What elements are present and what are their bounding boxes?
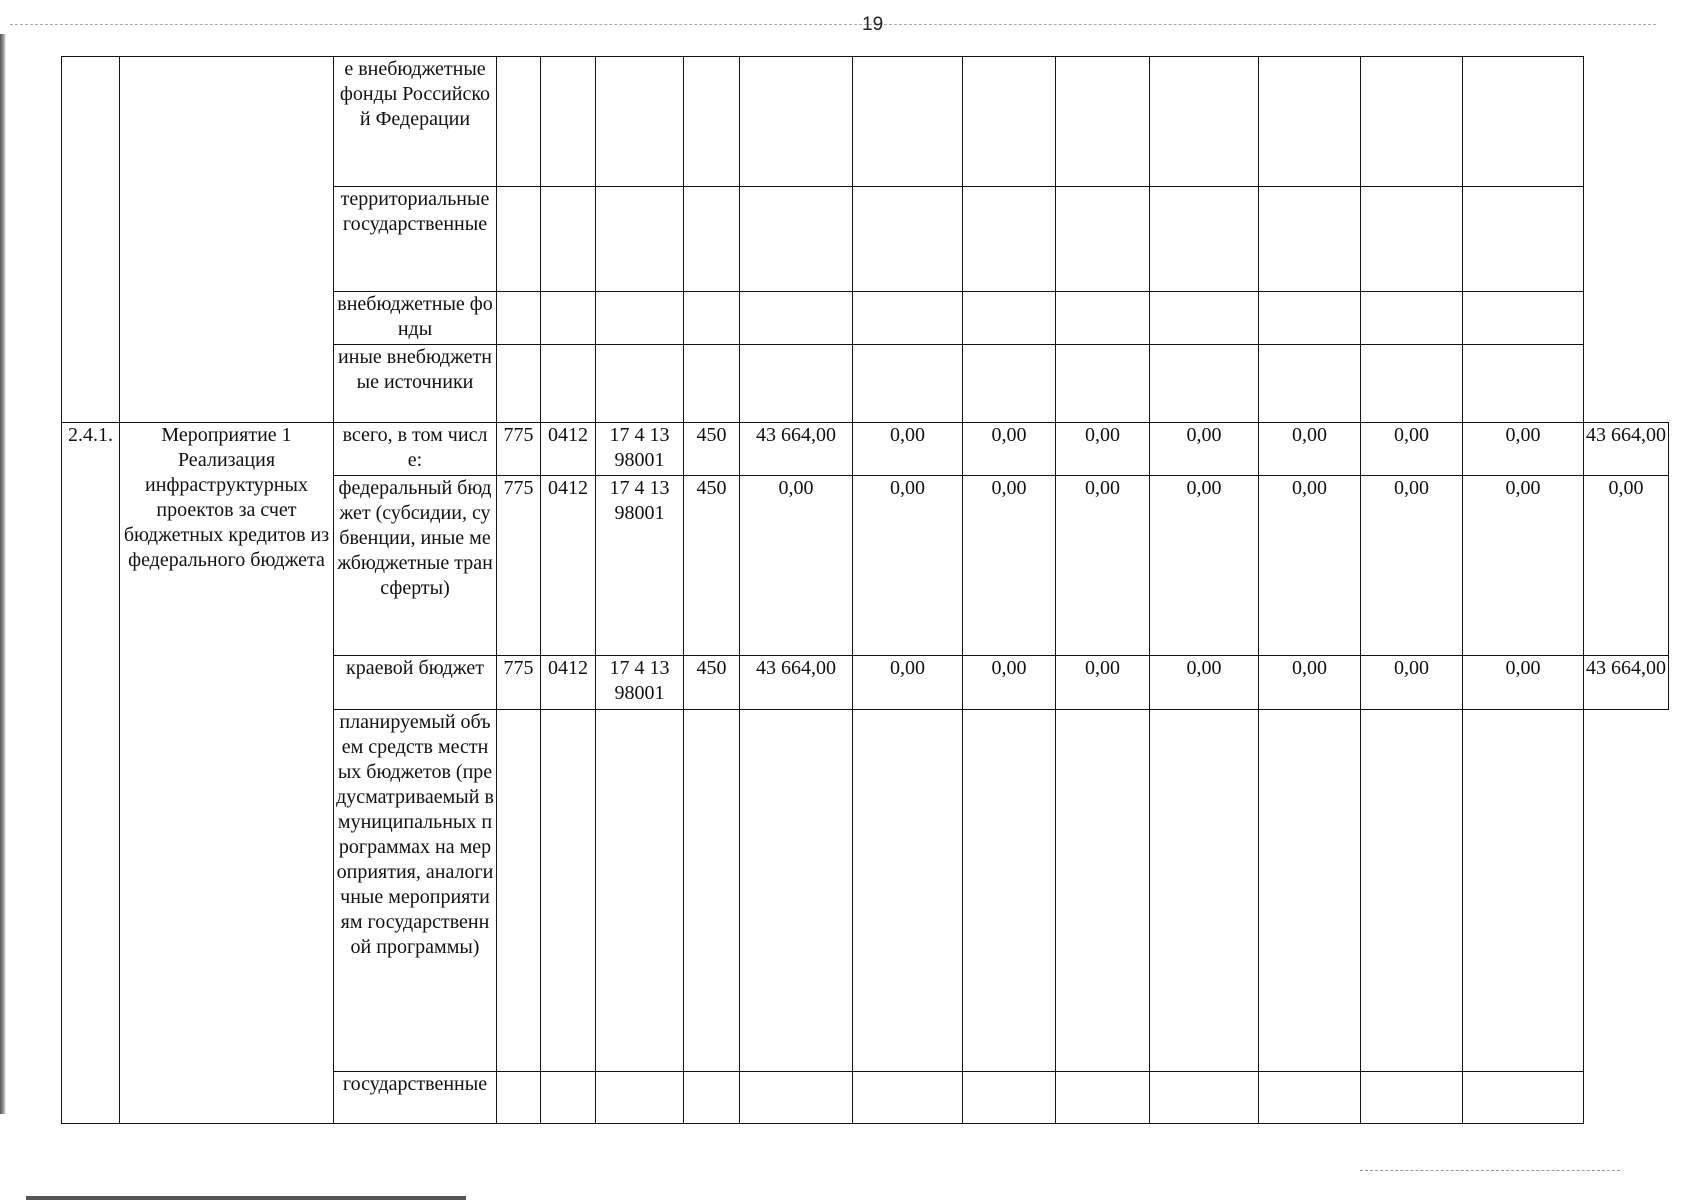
rzpr-cell: 0412	[541, 476, 596, 656]
value-cell: 0,00	[963, 656, 1056, 710]
value-cell: 0,00	[963, 476, 1056, 656]
source-cell: внебюджетные фонды	[334, 292, 497, 345]
grbs-cell: 775	[497, 656, 541, 710]
source-cell: иные внебюджетные источники	[334, 345, 497, 423]
budget-table	[61, 56, 1669, 1124]
activity-name: Мероприятие 1 Реализация инфраструктурных проектов за счет бюджетных кредитов из федерального бюджета	[120, 423, 334, 1124]
source-cell: е внебюджетные фонды Российской Федерации	[334, 57, 497, 187]
source-cell: всего, в том числе:	[334, 423, 497, 476]
value-cell: 43 664,00	[740, 656, 853, 710]
scan-artifact-line	[1360, 1170, 1620, 1171]
value-cell: 0,00	[1463, 476, 1584, 656]
scan-edge	[0, 34, 6, 1114]
value-cell: 0,00	[740, 476, 853, 656]
value-cell: 0,00	[1463, 656, 1584, 710]
value-cell: 0,00	[1150, 476, 1259, 656]
value-cell: 43 664,00	[1584, 656, 1669, 710]
value-cell: 0,00	[853, 656, 963, 710]
rzpr-cell: 0412	[541, 423, 596, 476]
value-cell: 0,00	[963, 423, 1056, 476]
source-cell: территориальные государственные	[334, 187, 497, 292]
activity-index: 2.4.1.	[62, 423, 120, 1124]
index-cell-empty	[62, 57, 120, 423]
value-cell: 0,00	[1259, 656, 1361, 710]
rzpr-cell: 0412	[541, 656, 596, 710]
csr-cell: 17 4 13 98001	[596, 476, 684, 656]
value-cell: 0,00	[853, 476, 963, 656]
value-cell: 0,00	[1259, 476, 1361, 656]
value-cell: 0,00	[1361, 423, 1463, 476]
vr-cell: 450	[684, 656, 740, 710]
value-cell: 0,00	[1584, 476, 1669, 656]
source-cell: планируемый объем средств местных бюджетов (предусматриваемый в муниципальных программах на мероприятия, аналогичные мероприятиям государственной программы)	[334, 710, 497, 1072]
csr-cell: 17 4 13 98001	[596, 423, 684, 476]
value-cell: 0,00	[1056, 423, 1150, 476]
value-cell: 43 664,00	[740, 423, 853, 476]
source-cell: федеральный бюджет (субсидии, субвенции, иные межбюджетные трансферты)	[334, 476, 497, 656]
grbs-cell: 775	[497, 423, 541, 476]
scan-artifact-bar	[26, 1196, 466, 1200]
value-cell: 0,00	[1150, 423, 1259, 476]
value-cell: 0,00	[1056, 476, 1150, 656]
vr-cell: 450	[684, 476, 740, 656]
value-cell: 0,00	[1056, 656, 1150, 710]
source-cell: краевой бюджет	[334, 656, 497, 710]
value-cell: 0,00	[1361, 476, 1463, 656]
table-row	[62, 423, 1669, 476]
value-cell: 0,00	[1150, 656, 1259, 710]
value-cell: 43 664,00	[1584, 423, 1669, 476]
value-cell: 0,00	[1361, 656, 1463, 710]
table-row	[62, 57, 1669, 187]
value-cell: 0,00	[853, 423, 963, 476]
vr-cell: 450	[684, 423, 740, 476]
name-cell-empty	[120, 57, 334, 423]
scan-artifact-line	[10, 24, 1656, 25]
page-number: 19	[862, 14, 884, 35]
grbs-cell: 775	[497, 476, 541, 656]
source-cell: государственные	[334, 1072, 497, 1124]
value-cell: 0,00	[1463, 423, 1584, 476]
csr-cell: 17 4 13 98001	[596, 656, 684, 710]
value-cell: 0,00	[1259, 423, 1361, 476]
